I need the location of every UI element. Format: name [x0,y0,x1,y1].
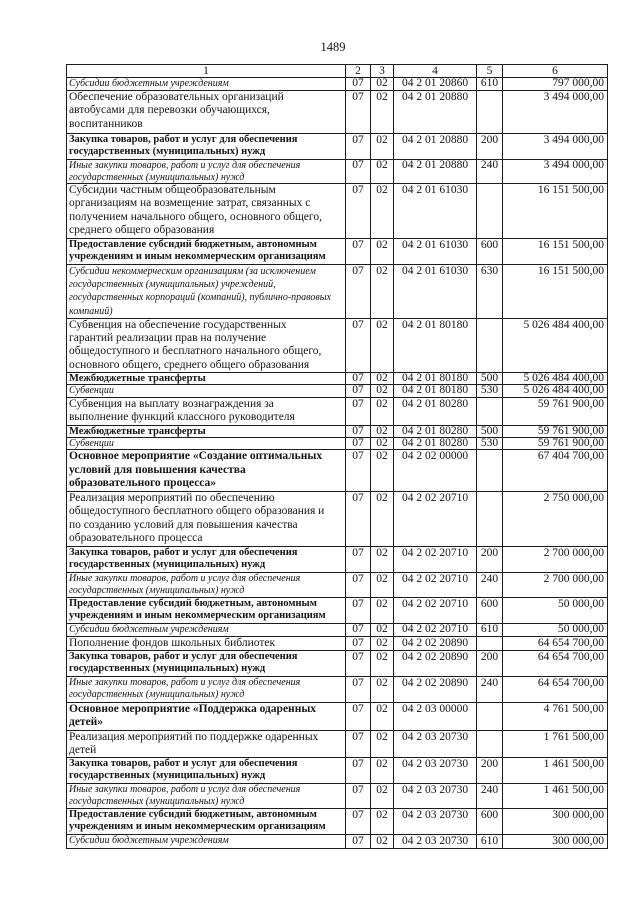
target-item-code-cell: 04 2 01 80280 [394,438,477,450]
section-code-cell: 07 [346,239,371,264]
expense-type-code-cell: 600 [477,809,503,834]
row-name-cell: Реализация мероприятий по поддержке одаренных детей [67,731,346,757]
column-header-2: 2 [346,65,371,77]
row-name-cell: Межбюджетные трансферты [67,426,346,438]
target-item-code-cell: 04 2 01 20860 [394,78,477,90]
subsection-code-cell: 02 [371,91,394,133]
expense-type-code-cell [477,703,503,730]
target-item-code-cell: 04 2 03 20730 [394,758,477,783]
expense-type-code-cell: 240 [477,677,503,702]
amount-cell: 59 761 900,00 [503,398,608,425]
expense-type-code-cell [477,450,503,491]
expense-type-code-cell: 530 [477,385,503,397]
amount-cell: 16 151 500,00 [503,239,608,264]
target-item-code-cell: 04 2 03 20730 [394,835,477,848]
target-item-code-cell: 04 2 02 20710 [394,547,477,572]
expense-type-code-cell [477,492,503,546]
table-row [67,265,608,319]
target-item-code-cell: 04 2 01 61030 [394,265,477,318]
table-row [67,637,608,651]
page-number: 1489 [320,40,346,54]
section-code-cell: 07 [346,160,371,183]
table-row [67,319,608,373]
table-row [67,492,608,547]
table-row [67,184,608,239]
table-row [67,677,608,703]
table-row [67,239,608,265]
expense-type-code-cell: 600 [477,239,503,264]
expense-type-code-cell: 200 [477,758,503,783]
row-name-cell: Пополнение фондов школьных библиотек [67,637,346,650]
row-name-cell: Субвенция на обеспечение государственных гарантий реализации прав на получение общедоступного и бесплатного начального общего, основного общего, среднего общего образования [67,319,346,372]
subsection-code-cell: 02 [371,385,394,397]
expense-type-code-cell: 610 [477,835,503,848]
table-row [67,835,608,849]
table-row [67,426,608,438]
amount-cell: 1 461 500,00 [503,784,608,808]
subsection-code-cell: 02 [371,160,394,183]
column-header-5: 5 [477,65,503,77]
target-item-code-cell: 04 2 01 20880 [394,91,477,133]
row-name-cell: Субсидии бюджетным учреждениям [67,78,346,90]
amount-cell: 797 000,00 [503,78,608,90]
target-item-code-cell: 04 2 01 20880 [394,160,477,183]
section-code-cell: 07 [346,134,371,159]
subsection-code-cell: 02 [371,677,394,702]
row-name-cell: Иные закупки товаров, работ и услуг для обеспечения государственных (муниципальных) нужд [67,677,346,702]
target-item-code-cell: 04 2 03 20730 [394,731,477,757]
subsection-code-cell: 02 [371,265,394,318]
subsection-code-cell: 02 [371,731,394,757]
amount-cell: 50 000,00 [503,624,608,636]
row-name-cell: Субвенции [67,385,346,397]
target-item-code-cell: 04 2 02 20710 [394,573,477,597]
expense-type-code-cell [477,184,503,238]
row-name-cell: Иные закупки товаров, работ и услуг для обеспечения государственных (муниципальных) нужд [67,160,346,183]
table-row [67,160,608,184]
row-name-cell: Закупка товаров, работ и услуг для обеспечения государственных (муниципальных) нужд [67,134,346,159]
row-name-cell: Субвенция на выплату вознаграждения за выполнение функций классного руководителя [67,398,346,425]
expense-type-code-cell: 610 [477,624,503,636]
row-name-cell: Межбюджетные трансферты [67,373,346,385]
table-row [67,450,608,492]
subsection-code-cell: 02 [371,651,394,676]
row-name-cell: Субвенции [67,438,346,450]
expense-type-code-cell [477,637,503,650]
subsection-code-cell: 02 [371,637,394,650]
section-code-cell: 07 [346,492,371,546]
row-name-cell: Основное мероприятие «Создание оптимальных условий для повышения качества образовательного процесса» [67,450,346,491]
table-header-row [67,65,608,78]
table-row [67,703,608,731]
subsection-code-cell: 02 [371,809,394,834]
section-code-cell: 07 [346,624,371,636]
row-name-cell: Реализация мероприятий по обеспечению общедоступного бесплатного общего образования и по созданию условий для повышения качества образовательного процесса [67,492,346,546]
amount-cell: 3 494 000,00 [503,160,608,183]
target-item-code-cell: 04 2 01 80280 [394,426,477,438]
budget-table [66,64,608,849]
row-name-cell: Основное мероприятие «Поддержка одаренных детей» [67,703,346,730]
section-code-cell: 07 [346,373,371,385]
expense-type-code-cell: 200 [477,547,503,572]
section-code-cell: 07 [346,426,371,438]
amount-cell: 5 026 484 400,00 [503,319,608,372]
target-item-code-cell: 04 2 02 20890 [394,651,477,676]
amount-cell: 64 654 700,00 [503,651,608,676]
target-item-code-cell: 04 2 01 20880 [394,134,477,159]
amount-cell: 2 750 000,00 [503,492,608,546]
expense-type-code-cell: 200 [477,651,503,676]
target-item-code-cell: 04 2 02 20710 [394,598,477,623]
section-code-cell: 07 [346,835,371,848]
section-code-cell: 07 [346,265,371,318]
subsection-code-cell: 02 [371,78,394,90]
target-item-code-cell: 04 2 02 00000 [394,450,477,491]
subsection-code-cell: 02 [371,184,394,238]
row-name-cell: Закупка товаров, работ и услуг для обеспечения государственных (муниципальных) нужд [67,651,346,676]
subsection-code-cell: 02 [371,426,394,438]
table-row [67,91,608,134]
column-header-4: 4 [394,65,477,77]
target-item-code-cell: 04 2 01 80280 [394,398,477,425]
subsection-code-cell: 02 [371,624,394,636]
row-name-cell: Предоставление субсидий бюджетным, автономным учреждениям и иным некоммерческим организациям [67,809,346,834]
table-row [67,784,608,809]
amount-cell: 59 761 900,00 [503,426,608,438]
subsection-code-cell: 02 [371,492,394,546]
table-row [67,598,608,624]
section-code-cell: 07 [346,703,371,730]
subsection-code-cell: 02 [371,784,394,808]
target-item-code-cell: 04 2 03 20730 [394,809,477,834]
section-code-cell: 07 [346,319,371,372]
section-code-cell: 07 [346,637,371,650]
row-name-cell: Субсидии бюджетным учреждениям [67,624,346,636]
subsection-code-cell: 02 [371,239,394,264]
section-code-cell: 07 [346,598,371,623]
amount-cell: 16 151 500,00 [503,184,608,238]
amount-cell: 3 494 000,00 [503,134,608,159]
expense-type-code-cell [477,91,503,133]
section-code-cell: 07 [346,398,371,425]
amount-cell: 5 026 484 400,00 [503,373,608,385]
amount-cell: 1 461 500,00 [503,758,608,783]
amount-cell: 50 000,00 [503,598,608,623]
section-code-cell: 07 [346,651,371,676]
expense-type-code-cell: 610 [477,78,503,90]
target-item-code-cell: 04 2 02 20710 [394,492,477,546]
target-item-code-cell: 04 2 01 80180 [394,373,477,385]
subsection-code-cell: 02 [371,450,394,491]
amount-cell: 1 761 500,00 [503,731,608,757]
target-item-code-cell: 04 2 01 61030 [394,239,477,264]
table-row [67,134,608,160]
table-row [67,758,608,784]
section-code-cell: 07 [346,438,371,450]
target-item-code-cell: 04 2 03 00000 [394,703,477,730]
column-header-6: 6 [503,65,608,77]
row-name-cell: Субсидии частным общеобразовательным организациям на возмещение затрат, связанных с получением начального общего, основного общего, среднего общего образования [67,184,346,238]
column-header-3: 3 [371,65,394,77]
expense-type-code-cell: 630 [477,265,503,318]
section-code-cell: 07 [346,184,371,238]
target-item-code-cell: 04 2 02 20890 [394,637,477,650]
section-code-cell: 07 [346,78,371,90]
subsection-code-cell: 02 [371,373,394,385]
table-row [67,651,608,677]
table-row [67,809,608,835]
section-code-cell: 07 [346,450,371,491]
table-row [67,438,608,450]
table-row [67,398,608,426]
subsection-code-cell: 02 [371,319,394,372]
row-name-cell: Субсидии некоммерческим организациям (за исключением государственных (муниципальных) учреждений, государственных корпораций (компаний), публично-правовых компаний) [67,265,346,318]
amount-cell: 64 654 700,00 [503,637,608,650]
table-row [67,547,608,573]
amount-cell: 59 761 900,00 [503,438,608,450]
amount-cell: 64 654 700,00 [503,677,608,702]
subsection-code-cell: 02 [371,598,394,623]
row-name-cell: Закупка товаров, работ и услуг для обеспечения государственных (муниципальных) нужд [67,758,346,783]
expense-type-code-cell [477,398,503,425]
target-item-code-cell: 04 2 02 20710 [394,624,477,636]
amount-cell: 300 000,00 [503,835,608,848]
section-code-cell: 07 [346,385,371,397]
subsection-code-cell: 02 [371,398,394,425]
section-code-cell: 07 [346,784,371,808]
amount-cell: 5 026 484 400,00 [503,385,608,397]
section-code-cell: 07 [346,677,371,702]
expense-type-code-cell: 240 [477,784,503,808]
expense-type-code-cell [477,319,503,372]
column-header-1: 1 [67,65,346,77]
expense-type-code-cell: 200 [477,134,503,159]
table-row [67,573,608,598]
section-code-cell: 07 [346,91,371,133]
expense-type-code-cell: 500 [477,373,503,385]
amount-cell: 3 494 000,00 [503,91,608,133]
row-name-cell: Обеспечение образовательных организаций автобусами для перевозки обучающихся, воспитанников [67,91,346,133]
subsection-code-cell: 02 [371,835,394,848]
section-code-cell: 07 [346,573,371,597]
row-name-cell: Предоставление субсидий бюджетным, автономным учреждениям и иным некоммерческим организациям [67,239,346,264]
table-row [67,385,608,398]
subsection-code-cell: 02 [371,547,394,572]
subsection-code-cell: 02 [371,573,394,597]
expense-type-code-cell: 500 [477,426,503,438]
target-item-code-cell: 04 2 03 20730 [394,784,477,808]
row-name-cell: Субсидии бюджетным учреждениям [67,835,346,848]
amount-cell: 4 761 500,00 [503,703,608,730]
amount-cell: 300 000,00 [503,809,608,834]
subsection-code-cell: 02 [371,703,394,730]
target-item-code-cell: 04 2 02 20890 [394,677,477,702]
amount-cell: 2 700 000,00 [503,573,608,597]
row-name-cell: Предоставление субсидий бюджетным, автономным учреждениям и иным некоммерческим организациям [67,598,346,623]
target-item-code-cell: 04 2 01 80180 [394,385,477,397]
expense-type-code-cell: 240 [477,160,503,183]
row-name-cell: Иные закупки товаров, работ и услуг для обеспечения государственных (муниципальных) нужд [67,573,346,597]
section-code-cell: 07 [346,547,371,572]
table-row [67,624,608,637]
amount-cell: 2 700 000,00 [503,547,608,572]
subsection-code-cell: 02 [371,134,394,159]
expense-type-code-cell: 600 [477,598,503,623]
section-code-cell: 07 [346,809,371,834]
expense-type-code-cell [477,731,503,757]
section-code-cell: 07 [346,731,371,757]
expense-type-code-cell: 240 [477,573,503,597]
expense-type-code-cell: 530 [477,438,503,450]
table-row [67,731,608,758]
target-item-code-cell: 04 2 01 80180 [394,319,477,372]
row-name-cell: Закупка товаров, работ и услуг для обеспечения государственных (муниципальных) нужд [67,547,346,572]
amount-cell: 67 404 700,00 [503,450,608,491]
amount-cell: 16 151 500,00 [503,265,608,318]
target-item-code-cell: 04 2 01 61030 [394,184,477,238]
subsection-code-cell: 02 [371,758,394,783]
section-code-cell: 07 [346,758,371,783]
subsection-code-cell: 02 [371,438,394,450]
table-row [67,78,608,91]
row-name-cell: Иные закупки товаров, работ и услуг для обеспечения государственных (муниципальных) нужд [67,784,346,808]
